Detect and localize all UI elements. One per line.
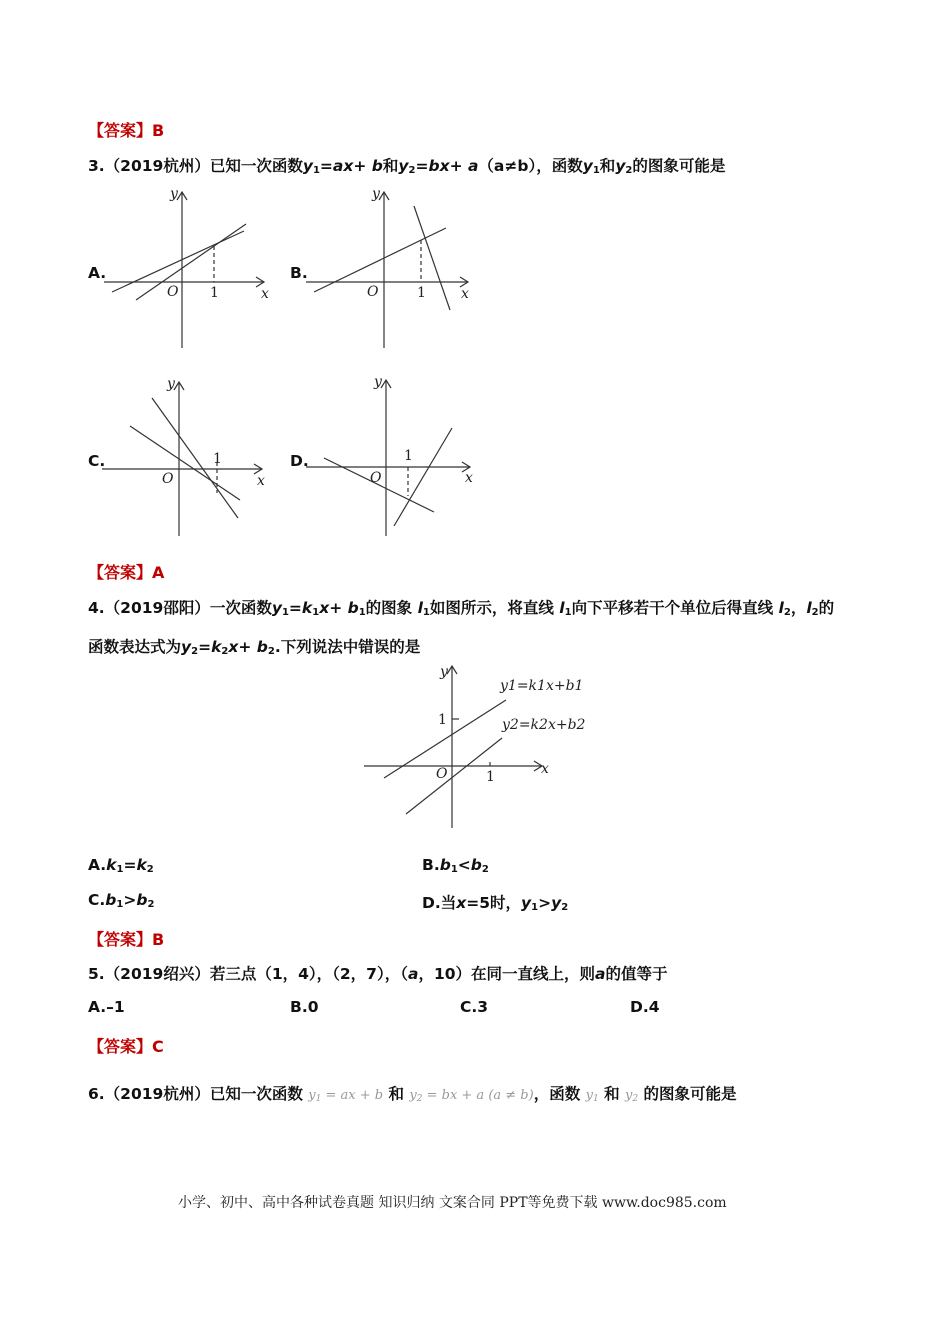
- origin-label: O: [162, 471, 174, 487]
- question-3: 3.（2019杭州）已知一次函数$y_1=ax+ b$和$y_2=bx+ a(a\ne b)$，函数$y_1$和$y_2$的图象可能是: [88, 157, 726, 176]
- origin-label: O: [370, 470, 382, 486]
- origin-label: O: [367, 284, 379, 300]
- option-c: C.3: [460, 998, 489, 1016]
- page-footer: 小学、初中、高中各种试卷真题 知识归纳 文案合同 PPT等免费下载 www.doc985.com: [178, 1195, 727, 1211]
- line-y1-label: y1=k1x+b1: [500, 678, 584, 694]
- question-4-line2: 函数表达式为$y_2=k_2x+ b_2$.下列说法中错误的是: [88, 638, 421, 657]
- graph-option-a: [104, 184, 274, 352]
- tick-one-label: 1: [210, 285, 219, 301]
- question-4-line1: 4.（2019邵阳）一次函数$y_1=k_1x+ b_1$的图象 $l_1$如图所示，将直线 $l_1$向下平移若干个单位后得直线 $l_2$，$l_2$的: [88, 599, 835, 618]
- y-axis-label: y: [170, 186, 178, 202]
- option-c: $C.b_1>b_2$: [88, 891, 155, 910]
- answer-label: 【答案】A: [88, 563, 165, 582]
- graph-option-b: [306, 184, 476, 352]
- x-axis-label: x: [261, 286, 269, 302]
- option-b-label: B.: [290, 264, 308, 282]
- var-y2: $y_2$: [625, 1088, 639, 1104]
- formula-y1: $y_1$ = ax + b: [308, 1088, 384, 1104]
- y-axis-label: y: [374, 374, 382, 390]
- option-a-label: A.: [88, 264, 107, 282]
- var-y1: $y_1$: [585, 1088, 599, 1104]
- tick-one-label: 1: [404, 448, 413, 464]
- option-a: $A.k_1=k_2$: [88, 856, 154, 875]
- option-d: D.4: [630, 998, 660, 1016]
- x-axis-label: x: [465, 470, 473, 486]
- option-d: D.当x=5时，$y_1>y_2$: [422, 894, 569, 913]
- question-5: 5.（2019绍兴）若三点（1，4），（2，7），（a，10）在同一直线上，则a的值等于: [88, 965, 668, 983]
- y-axis-label: y: [372, 186, 380, 202]
- graph-option-c: [102, 372, 272, 540]
- tick-one-label: 1: [417, 285, 426, 301]
- tick-one-x-label: 1: [486, 769, 495, 785]
- formula-y2: $y_2$ = bx + a (a ≠ b): [409, 1088, 534, 1104]
- option-b: $B.b_1<b_2$: [422, 856, 489, 875]
- graph-option-d: [306, 372, 476, 540]
- origin-label: O: [436, 766, 448, 782]
- option-c-label: C.: [88, 452, 106, 470]
- answer-label: 【答案】C: [88, 1037, 164, 1056]
- y-axis-label: y: [167, 376, 175, 392]
- y-axis-label: y: [440, 664, 448, 680]
- x-axis-label: x: [257, 473, 265, 489]
- tick-one-y-label: 1: [438, 712, 447, 728]
- answer-label: 【答案】B: [88, 121, 165, 140]
- answer-label: 【答案】B: [88, 930, 165, 949]
- graph-question-4: [360, 660, 600, 832]
- origin-label: O: [167, 284, 179, 300]
- tick-one-label: 1: [213, 451, 222, 467]
- option-d-label: D.: [290, 452, 309, 470]
- x-axis-label: x: [461, 286, 469, 302]
- x-axis-label: x: [541, 761, 549, 777]
- question-6: 6.（2019杭州）已知一次函数 $y_1$ = ax + b 和 $y_2$ = bx + a (a ≠ b)，函数 $y_1$ 和 $y_2$ 的图象可能是: [88, 1085, 737, 1104]
- option-b: B.0: [290, 998, 319, 1016]
- option-a: A.–1: [88, 998, 125, 1016]
- line-y2-label: y2=k2x+b2: [502, 717, 586, 733]
